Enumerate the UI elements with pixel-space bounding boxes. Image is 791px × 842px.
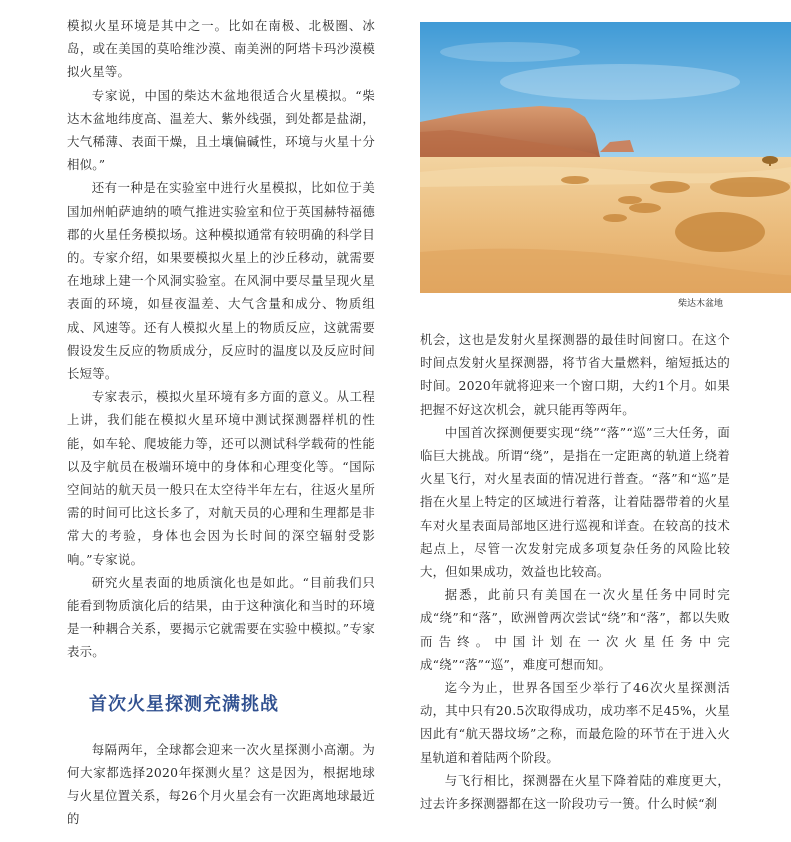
paragraph: 模拟火星环境是其中之一。比如在南极、北极圈、冰岛，或在美国的莫哈维沙漠、南美洲的阿塔卡玛沙漠模拟火星等。 xyxy=(67,18,375,80)
desert-photo xyxy=(420,22,791,293)
paragraph: 中国首次探测便要实现“绕”“落”“巡”三大任务，面临巨大挑战。所谓“绕”，是指在一定距离的轨道上绕着火星飞行，对火星表面的情况进行普查。“落”和“巡”是指在火星上特定的区域进行着落，让着陆器带着的火星车对火星表面局部地区进行巡视和详查。在较高的技术起点上，尽管一次发射完成多项复杂任务的风险比较大，但如果成功，效益也比较高。 xyxy=(420,424,730,580)
paragraph: 专家表示，模拟火星环境有多方面的意义。从工程上讲，我们能在模拟火星环境中测试探测器样机的性能，如车轮、爬坡能力等，还可以测试科学载荷的性能以及宇航员在极端环境中的身体和心理变化等。“国际空间站的航天员一般只在太空待半年左右，往返火星所需的时间可比这长多了，对航天员的心理和生理都是非常大的考验，身体也会因为长时间的深空辐射受影响。”专家说。 xyxy=(67,389,375,567)
paragraph: 还有一种是在实验室中进行火星模拟，比如位于美国加州帕萨迪纳的喷气推进实验室和位于英国赫特福德郡的火星任务模拟场。这种模拟通常有较明确的科学目的。专家介绍，如果要模拟火星上的沙丘移动，就需要在地球上建一个风洞实验室。在风洞中要尽量呈现火星表面的环境，如昼夜温差、大气含量和成分、物质组成、风速等。还有人模拟火星上的物质反应，这就需要假设发生反应的物质成分，反应时的温度以及反应时间长短等。 xyxy=(67,180,375,382)
paragraph: 每隔两年，全球都会迎来一次火星探测小高潮。为何大家都选择2020年探测火星？这是因为，根据地球与火星位置关系，每26个月火星会有一次距离地球最近的 xyxy=(67,741,375,827)
section-heading: 首次火星探测充满挑战 xyxy=(89,693,279,715)
paragraph: 与飞行相比，探测器在火星下降着陆的难度更大，过去许多探测器都在这一阶段功亏一篑。什么时候“刹 xyxy=(420,772,730,812)
right-column xyxy=(420,328,730,815)
figure-caption: 柴达木盆地 xyxy=(677,299,723,309)
left-column xyxy=(67,14,375,831)
paragraph: 机会，这也是发射火星探测器的最佳时间窗口。在这个时间点发射火星探测器，将节省大量燃料，缩短抵达的时间。2020年就将迎来一个窗口期，大约1个月。如果把握不好这次机会，就只能再等两年。 xyxy=(420,332,730,417)
paragraph: 迄今为止，世界各国至少举行了46次火星探测活动，其中只有20.5次取得成功，成功率不足45%，火星因此有“航天器坟场”之称，而最危险的环节在于进入火星轨道和着陆两个阶段。 xyxy=(420,680,730,765)
paragraph: 据悉，此前只有美国在一次火星任务中同时完成“绕”和“落”，欧洲曾两次尝试“绕”和“落”，都以失败而告终。中国计划在一次火星任务中完成“绕”“落”“巡”，难度可想而知。 xyxy=(420,587,730,672)
paragraph: 研究火星表面的地质演化也是如此。“目前我们只能看到物质演化后的结果，由于这种演化和当时的环境是一种耦合关系，要揭示它就需要在实验中模拟。”专家表示。 xyxy=(67,574,375,660)
paragraph: 专家说，中国的柴达木盆地很适合火星模拟。“柴达木盆地纬度高、温差大、紫外线强，到处都是盐湖，大气稀薄、表面干燥，且土壤偏碱性，环境与火星十分相似。” xyxy=(67,87,375,173)
qaidam-basin-image xyxy=(420,22,791,293)
